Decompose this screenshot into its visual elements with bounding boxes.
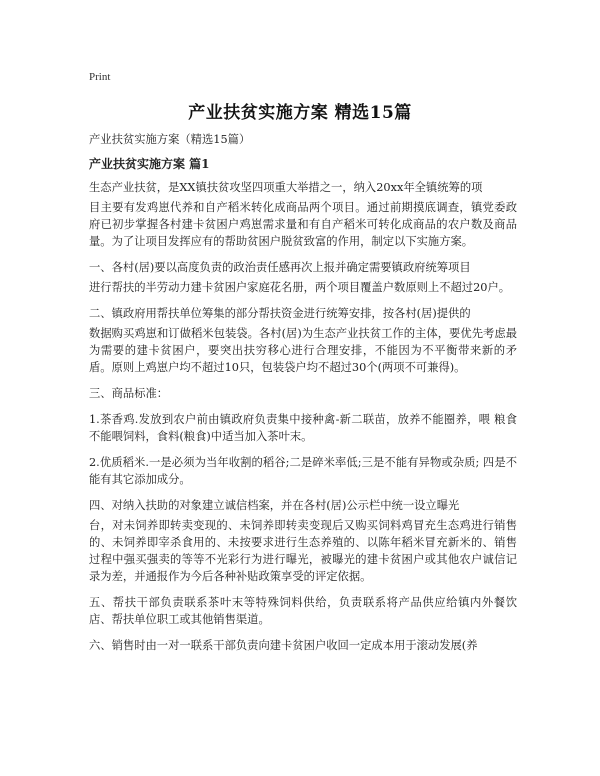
paragraph: 二、镇政府用帮扶单位筹集的部分帮扶资金进行统筹安排，按各村(居)提供的: [89, 307, 471, 320]
paragraph: 台，对未饲养即转卖变现的、未饲养即转卖变现后又购买饲料鸡冒充生态鸡进行销售的、未饲养即宰杀食用的、未按要求进行生态养殖的、以陈年稻米冒充新米的、销售过程中强买强卖的等等不光彩行为进行曝光，被曝光的建卡贫困户或其他农户诚信记录为差，并通报作为今后各种补贴政策享受的评定依据。: [89, 519, 517, 583]
paragraph: 数据购买鸡崽和订做稻米包装袋。各村(居)为生态产业扶贫工作的主体，要优先考虑最为需要的建卡贫困户，要突出扶穷移心进行合理安排，不能因为不平衡带来新的矛盾。原则上鸡崽户均不超过10只，包装袋户均不超过30个(两项不可兼得)。: [89, 327, 517, 374]
paragraph: 目主要有发鸡崽代养和自产稻米转化成商品两个项目。通过前期摸底调查，镇党委政府已初步掌握各村建卡贫困户鸡崽需求量和有自产稻米可转化成商品的农户数及商品量。为了让项目发挥应有的帮助贫困户脱贫致富的作用，制定以下实施方案。: [89, 201, 517, 248]
section-heading: 产业扶贫实施方案 篇1: [89, 157, 210, 171]
paragraph: 2.优质稻米.一是必须为当年收割的稻谷;二是碎米率低;三是不能有异物或杂质; 四是不能有其它添加成分。: [89, 456, 517, 486]
paragraph: 五、帮扶干部负责联系茶叶末等特殊饲料供给，负责联系将产品供应给镇内外餐饮店、帮扶单位职工或其他销售渠道。: [89, 596, 517, 626]
print-label: Print: [89, 71, 111, 83]
document-body: [89, 131, 517, 663]
paragraph: 进行帮扶的半劳动力建卡贫困户家庭花名册，两个项目覆盖户数原则上不超过20户。: [89, 281, 511, 294]
paragraph: 1.茶香鸡.发放到农户前由镇政府负责集中接种禽-新二联苗，放养不能圈养，喂 粮食不能喂饲料，食料(粮食)中适当加入茶叶末。: [89, 413, 517, 443]
paragraph: 四、对纳入扶助的对象建立诚信档案，并在各村(居)公示栏中统一设立曝光: [89, 499, 460, 512]
document-subtitle: 产业扶贫实施方案（精选15篇）: [89, 133, 251, 146]
paragraph: 三、商品标准：: [89, 387, 169, 400]
document-title: 产业扶贫实施方案 精选15篇: [188, 103, 412, 123]
paragraph: 生态产业扶贫，是XX镇扶贫攻坚四项重大举措之一，纳入20xx年全镇统筹的项: [89, 181, 483, 194]
paragraph: 六、销售时由一对一联系干部负责向建卡贫困户收回一定成本用于滚动发展(养: [89, 639, 478, 652]
paragraph: 一、各村(居)要以高度负责的政治责任感再次上报并确定需要镇政府统筹项目: [89, 261, 471, 274]
